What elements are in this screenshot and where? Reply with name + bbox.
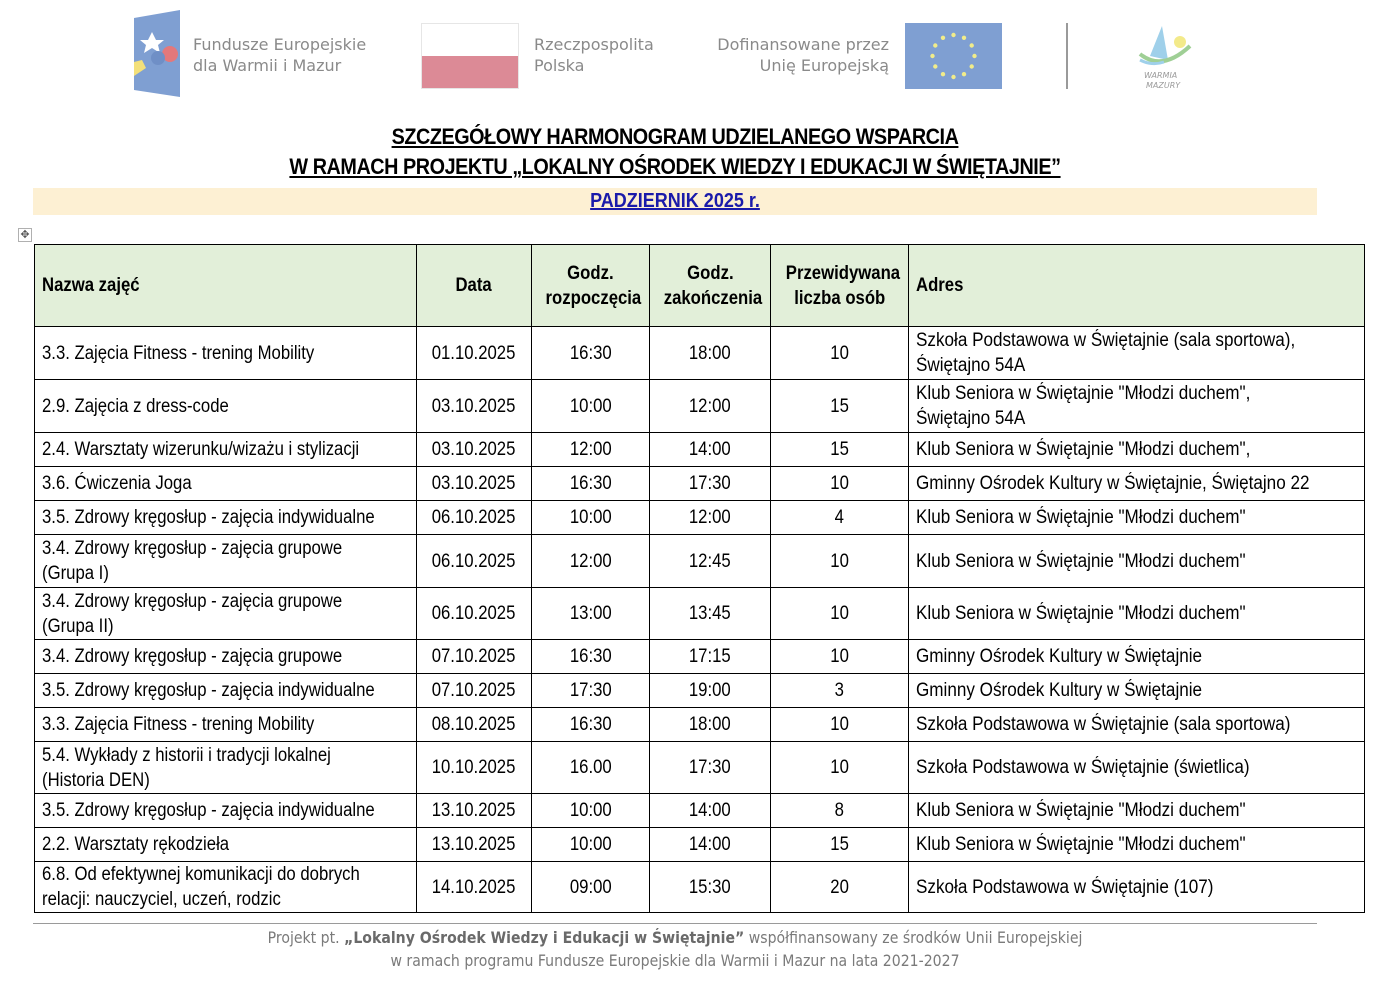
fundusze-europejskie-label <box>193 34 366 76</box>
cell-address: Szkoła Podstawowa w Świętajnie (107) <box>909 862 1365 913</box>
eu-flag-icon <box>905 23 1002 89</box>
cell-end-time: 14:00 <box>650 794 771 828</box>
eu-star-icon <box>933 64 937 68</box>
table-row <box>35 501 1365 535</box>
cell-start-time: 10:00 <box>532 501 650 535</box>
footer-line2: w ramach programu Fundusze Europejskie dla Warmii i Mazur na lata 2021-2027 <box>390 951 960 970</box>
cell-end-time: 17:30 <box>650 467 771 501</box>
logo-bar <box>0 0 1392 110</box>
cell-end-time: 18:00 <box>650 327 771 380</box>
fe-line1: Fundusze Europejskie <box>193 35 367 54</box>
polish-flag-icon <box>421 23 519 89</box>
eu-star-icon <box>951 75 955 79</box>
cell-date: 06.10.2025 <box>417 588 532 640</box>
eu-star-icon <box>941 72 945 76</box>
document-title-line2: W RAMACH PROJEKTU „LOKALNY OŚRODEK WIEDZY I EDUKACJI W ŚWIĘTAJNIE” <box>289 154 1061 179</box>
table-header-row <box>35 245 1365 327</box>
cell-count: 10 <box>771 742 909 794</box>
pl-line2: Polska <box>534 56 585 75</box>
footer-prefix: Projekt pt. <box>267 928 345 947</box>
cell-date: 01.10.2025 <box>417 327 532 380</box>
cell-name: 2.4. Warsztaty wizerunku/wizażu i stylizacji <box>35 433 417 467</box>
cell-count: 20 <box>771 862 909 913</box>
footer-line1 <box>81 928 1269 947</box>
cell-end-time: 15:30 <box>650 862 771 913</box>
cell-name: 5.4. Wykłady z historii i tradycji lokalnej (Historia DEN) <box>35 742 417 794</box>
cell-count: 10 <box>771 467 909 501</box>
cell-start-time: 16:30 <box>532 327 650 380</box>
cell-name: 3.4. Zdrowy kręgosłup - zajęcia grupowe (Grupa II) <box>35 588 417 640</box>
header-date: Data <box>417 245 532 327</box>
eu-star-icon <box>970 43 974 47</box>
cell-count: 10 <box>771 327 909 380</box>
table-row <box>35 588 1365 640</box>
cell-name: 2.9. Zajęcia z dress-code <box>35 380 417 433</box>
cell-date: 08.10.2025 <box>417 708 532 742</box>
wm-line1: WARMIA <box>1144 71 1178 80</box>
cell-date: 07.10.2025 <box>417 674 532 708</box>
cell-start-time: 10:00 <box>532 380 650 433</box>
cell-date: 06.10.2025 <box>417 535 532 588</box>
cell-end-time: 12:00 <box>650 380 771 433</box>
table-move-handle-icon[interactable]: ✥ <box>18 228 32 242</box>
cell-count: 3 <box>771 674 909 708</box>
cell-name: 3.5. Zdrowy kręgosłup - zajęcia indywidualne <box>35 674 417 708</box>
eu-star-icon <box>970 64 974 68</box>
table-row <box>35 535 1365 588</box>
cell-address: Klub Seniora w Świętajnie "Młodzi duchem" <box>909 588 1365 640</box>
warmia-mazury-logo-icon <box>1132 22 1202 92</box>
cell-end-time: 17:30 <box>650 742 771 794</box>
fundusze-europejskie-logo-icon <box>134 10 180 97</box>
cell-date: 14.10.2025 <box>417 862 532 913</box>
eu-cofinanced-label <box>700 34 889 76</box>
wm-line2: MAZURY <box>1146 81 1181 90</box>
table-row <box>35 794 1365 828</box>
cell-date: 03.10.2025 <box>417 467 532 501</box>
cell-address: Klub Seniora w Świętajnie "Młodzi duchem" <box>909 535 1365 588</box>
cell-count: 15 <box>771 828 909 862</box>
cell-count: 10 <box>771 640 909 674</box>
eu-star-icon <box>941 36 945 40</box>
cell-date: 03.10.2025 <box>417 433 532 467</box>
cell-count: 15 <box>771 380 909 433</box>
footer-divider <box>33 923 1317 924</box>
header-count: Przewidywana liczba osób <box>771 245 909 327</box>
cell-count: 8 <box>771 794 909 828</box>
cell-count: 15 <box>771 433 909 467</box>
eu-star-icon <box>962 72 966 76</box>
cell-start-time: 16:30 <box>532 640 650 674</box>
logo-separator <box>1066 23 1068 89</box>
table-row <box>35 467 1365 501</box>
cell-name: 3.5. Zdrowy kręgosłup - zajęcia indywidualne <box>35 794 417 828</box>
table-row <box>35 380 1365 433</box>
cell-name: 6.8. Od efektywnej komunikacji do dobrych relacji: nauczyciel, uczeń, rodzic <box>35 862 417 913</box>
cell-address: Gminny Ośrodek Kultury w Świętajnie, Świętajno 22 <box>909 467 1365 501</box>
cell-address: Gminny Ośrodek Kultury w Świętajnie <box>909 674 1365 708</box>
table-row <box>35 433 1365 467</box>
cell-end-time: 19:00 <box>650 674 771 708</box>
cell-start-time: 12:00 <box>532 535 650 588</box>
cell-end-time: 17:15 <box>650 640 771 674</box>
cell-date: 13.10.2025 <box>417 828 532 862</box>
cell-count: 10 <box>771 708 909 742</box>
cell-end-time: 18:00 <box>650 708 771 742</box>
cell-address: Szkoła Podstawowa w Świętajnie (sala sportowa) <box>909 708 1365 742</box>
cell-name: 3.6. Ćwiczenia Joga <box>35 467 417 501</box>
table-row <box>35 640 1365 674</box>
cell-count: 4 <box>771 501 909 535</box>
cell-address: Klub Seniora w Świętajnie "Młodzi duchem" <box>909 828 1365 862</box>
eu-star-icon <box>930 54 934 58</box>
eu-star-icon <box>933 43 937 47</box>
cell-date: 06.10.2025 <box>417 501 532 535</box>
table-row <box>35 708 1365 742</box>
cell-end-time: 14:00 <box>650 828 771 862</box>
cell-name: 3.5. Zdrowy kręgosłup - zajęcia indywidualne <box>35 501 417 535</box>
cell-date: 10.10.2025 <box>417 742 532 794</box>
rzeczpospolita-polska-label <box>534 34 654 76</box>
cell-address: Gminny Ośrodek Kultury w Świętajnie <box>909 640 1365 674</box>
cell-address: Szkoła Podstawowa w Świętajnie (sala sportowa), Świętajno 54A <box>909 327 1365 380</box>
cell-start-time: 09:00 <box>532 862 650 913</box>
header-name: Nazwa zajęć <box>35 245 417 327</box>
month-label[interactable]: PADZIERNIK 2025 r. <box>590 190 760 212</box>
cell-address: Klub Seniora w Świętajnie "Młodzi duchem", Świętajno 54A <box>909 380 1365 433</box>
cell-date: 13.10.2025 <box>417 794 532 828</box>
fe-line2: dla Warmii i Mazur <box>193 56 342 75</box>
schedule-table <box>34 244 1365 913</box>
cell-start-time: 10:00 <box>532 828 650 862</box>
footer-project-name: „Lokalny Ośrodek Wiedzy i Edukacji w Świętajnie” <box>344 928 745 947</box>
document-title-line1: SZCZEGÓŁOWY HARMONOGRAM UDZIELANEGO WSPARCIA <box>391 124 959 149</box>
cell-name: 3.3. Zajęcia Fitness - trening Mobility <box>35 327 417 380</box>
eu-star-icon <box>951 33 955 37</box>
eu-line2: Unię Europejską <box>759 56 889 75</box>
cell-start-time: 17:30 <box>532 674 650 708</box>
cell-start-time: 12:00 <box>532 433 650 467</box>
cell-start-time: 16:30 <box>532 467 650 501</box>
cell-count: 10 <box>771 535 909 588</box>
header-address: Adres <box>909 245 1365 327</box>
table-row <box>35 828 1365 862</box>
cell-address: Szkoła Podstawowa w Świętajnie (świetlica) <box>909 742 1365 794</box>
eu-line1: Dofinansowane przez <box>717 35 889 54</box>
header-end: Godz. zakończenia <box>650 245 771 327</box>
cell-start-time: 10:00 <box>532 794 650 828</box>
cell-end-time: 12:00 <box>650 501 771 535</box>
table-row <box>35 327 1365 380</box>
cell-start-time: 16.00 <box>532 742 650 794</box>
cell-date: 07.10.2025 <box>417 640 532 674</box>
cell-name: 3.4. Zdrowy kręgosłup - zajęcia grupowe (Grupa I) <box>35 535 417 588</box>
pl-line1: Rzeczpospolita <box>534 35 654 54</box>
cell-start-time: 13:00 <box>532 588 650 640</box>
cell-address: Klub Seniora w Świętajnie "Młodzi duchem" <box>909 501 1365 535</box>
eu-star-icon <box>962 36 966 40</box>
cell-end-time: 12:45 <box>650 535 771 588</box>
cell-count: 10 <box>771 588 909 640</box>
cell-name: 2.2. Warsztaty rękodzieła <box>35 828 417 862</box>
cell-end-time: 14:00 <box>650 433 771 467</box>
cell-name: 3.3. Zajęcia Fitness - trening Mobility <box>35 708 417 742</box>
cell-address: Klub Seniora w Świętajnie "Młodzi duchem" <box>909 794 1365 828</box>
table-row <box>35 674 1365 708</box>
cell-name: 3.4. Zdrowy kręgosłup - zajęcia grupowe <box>35 640 417 674</box>
cell-date: 03.10.2025 <box>417 380 532 433</box>
cell-end-time: 13:45 <box>650 588 771 640</box>
table-row <box>35 862 1365 913</box>
cell-start-time: 16:30 <box>532 708 650 742</box>
table-row <box>35 742 1365 794</box>
header-start: Godz. rozpoczęcia <box>532 245 650 327</box>
cell-address: Klub Seniora w Świętajnie "Młodzi duchem", <box>909 433 1365 467</box>
eu-star-icon <box>972 54 976 58</box>
footer-suffix: współfinansowany ze środków Unii Europejskiej <box>744 928 1083 947</box>
